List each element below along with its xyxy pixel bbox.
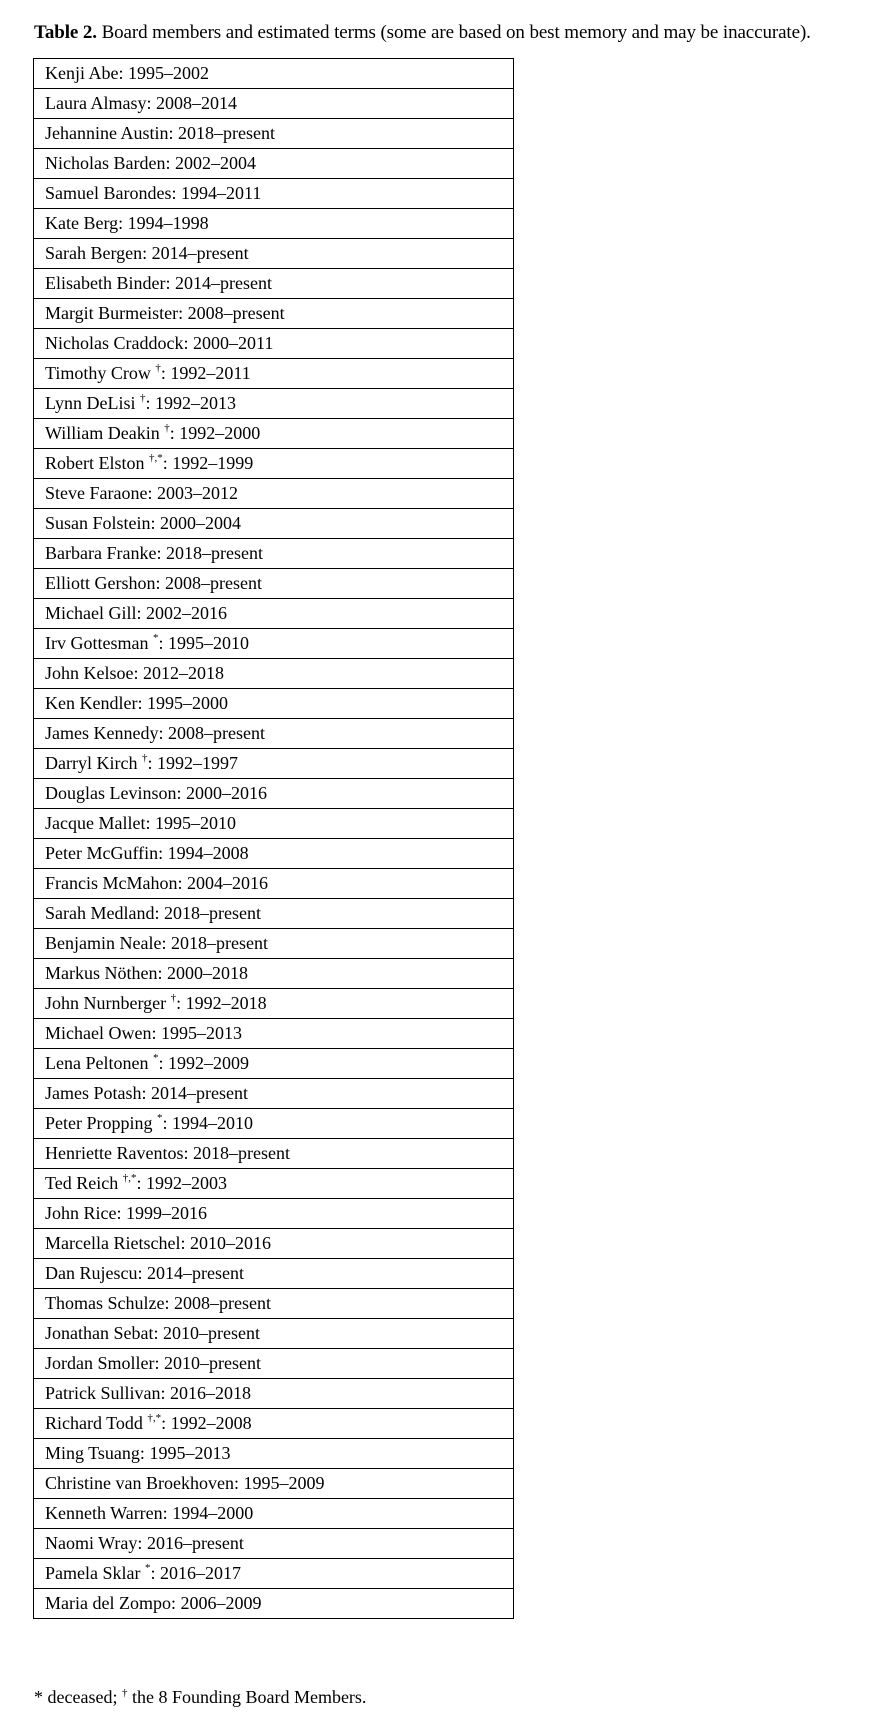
board-members-table	[33, 58, 514, 1619]
member-name: Lena Peltonen	[45, 1053, 149, 1073]
member-term: 2016–present	[146, 1533, 244, 1553]
member-cell: Francis McMahon: 2004–2016	[34, 869, 514, 899]
table-row	[34, 719, 514, 749]
member-cell: Naomi Wray: 2016–present	[34, 1529, 514, 1559]
member-term: 1995–2013	[160, 1023, 242, 1043]
member-term: 1995–2000	[146, 693, 228, 713]
footnote-dagger: †	[121, 1687, 128, 1699]
member-name: John Kelsoe	[45, 663, 134, 683]
member-cell: Sarah Medland: 2018–present	[34, 899, 514, 929]
member-term: 2008–present	[174, 1293, 271, 1313]
table-row	[34, 749, 514, 779]
member-term: 1992–1999	[172, 453, 254, 473]
member-cell: Douglas Levinson: 2000–2016	[34, 779, 514, 809]
member-term: 2018–present	[163, 903, 261, 923]
member-term: 2014–present	[151, 1083, 248, 1103]
member-term: 1995–2009	[243, 1473, 325, 1493]
table-row	[34, 1109, 514, 1139]
member-name: Jordan Smoller	[45, 1353, 155, 1373]
member-cell: Peter McGuffin: 1994–2008	[34, 839, 514, 869]
member-term: 1994–2000	[172, 1503, 254, 1523]
member-mark: †	[141, 752, 148, 764]
member-cell: John Rice: 1999–2016	[34, 1199, 514, 1229]
member-name: Sarah Medland	[45, 903, 155, 923]
member-cell: Elliott Gershon: 2008–present	[34, 569, 514, 599]
table-row	[34, 89, 514, 119]
member-name: Thomas Schulze	[45, 1293, 165, 1313]
table-row	[34, 179, 514, 209]
member-cell: Ted Reich †,*: 1992–2003	[34, 1169, 514, 1199]
table-row	[34, 449, 514, 479]
table-row	[34, 779, 514, 809]
member-name: John Rice	[45, 1203, 117, 1223]
table-row	[34, 1169, 514, 1199]
member-cell: Patrick Sullivan: 2016–2018	[34, 1379, 514, 1409]
member-cell: Lynn DeLisi †: 1992–2013	[34, 389, 514, 419]
table-row	[34, 329, 514, 359]
member-name: Elisabeth Binder	[45, 273, 166, 293]
member-mark: *	[157, 1112, 163, 1124]
member-term: 2016–2017	[160, 1563, 241, 1583]
table-row	[34, 1439, 514, 1469]
table-row	[34, 299, 514, 329]
table-row	[34, 1499, 514, 1529]
member-term: 2012–2018	[143, 663, 225, 683]
table-row	[34, 1349, 514, 1379]
member-term: 1995–2002	[128, 63, 210, 83]
member-term: 2002–2004	[174, 153, 256, 173]
member-cell: Samuel Barondes: 1994–2011	[34, 179, 514, 209]
member-term: 2000–2016	[186, 783, 267, 803]
member-cell: Christine van Broekhoven: 1995–2009	[34, 1469, 514, 1499]
member-cell: Marcella Rietschel: 2010–2016	[34, 1229, 514, 1259]
member-mark: †	[155, 362, 161, 374]
table-row	[34, 659, 514, 689]
table-row	[34, 569, 514, 599]
table-row	[34, 839, 514, 869]
member-mark: †,*	[149, 452, 163, 464]
footnote-founders: the 8 Founding Board Members.	[127, 1687, 367, 1707]
member-name: Peter McGuffin	[45, 843, 159, 863]
member-cell: James Potash: 2014–present	[34, 1079, 514, 1109]
member-cell: John Nurnberger †: 1992–2018	[34, 989, 514, 1019]
member-name: Michael Gill	[45, 603, 137, 623]
member-term: 1992–1997	[156, 753, 238, 773]
member-name: Francis McMahon	[45, 873, 178, 893]
member-term: 1995–2010	[154, 813, 236, 833]
member-term: 2014–present	[147, 1263, 244, 1283]
member-term: 1994–2008	[167, 843, 249, 863]
table-row	[34, 809, 514, 839]
member-name: Kenneth Warren	[45, 1503, 163, 1523]
member-cell: James Kennedy: 2008–present	[34, 719, 514, 749]
member-cell: Margit Burmeister: 2008–present	[34, 299, 514, 329]
member-name: Dan Rujescu	[45, 1263, 138, 1283]
member-cell: Timothy Crow †: 1992–2011	[34, 359, 514, 389]
table-row	[34, 929, 514, 959]
member-name: John Nurnberger	[45, 993, 167, 1013]
table-row	[34, 1289, 514, 1319]
table-row	[34, 1229, 514, 1259]
member-cell: Steve Faraone: 2003–2012	[34, 479, 514, 509]
member-cell: Maria del Zompo: 2006–2009	[34, 1589, 514, 1619]
table-row	[34, 989, 514, 1019]
table-row	[34, 1079, 514, 1109]
member-cell: Barbara Franke: 2018–present	[34, 539, 514, 569]
member-term: 1994–2011	[181, 183, 262, 203]
member-cell: Kate Berg: 1994–1998	[34, 209, 514, 239]
member-name: Marcella Rietschel	[45, 1233, 181, 1253]
member-mark: *	[144, 1562, 151, 1574]
table-row	[34, 209, 514, 239]
member-cell: Darryl Kirch †: 1992–1997	[34, 749, 514, 779]
member-name: Maria del Zompo	[45, 1593, 171, 1613]
member-cell: Kenji Abe: 1995–2002	[34, 59, 514, 89]
member-term: 2018–present	[192, 1143, 290, 1163]
table-row	[34, 1049, 514, 1079]
member-mark: †	[140, 392, 146, 404]
member-term: 1994–2010	[172, 1113, 254, 1133]
table-row	[34, 539, 514, 569]
member-term: 2010–2016	[189, 1233, 271, 1253]
table-row	[34, 1019, 514, 1049]
table-row	[34, 269, 514, 299]
member-term: 1992–2000	[179, 423, 261, 443]
table-row	[34, 1379, 514, 1409]
table-row	[34, 1199, 514, 1229]
member-term: 1999–2016	[126, 1203, 208, 1223]
member-mark: *	[152, 1052, 159, 1064]
member-term: 1992–2013	[155, 393, 237, 413]
table-caption-text: Board members and estimated terms (some are based on best memory and may be inaccurate).	[96, 22, 811, 43]
member-term: 2010–present	[163, 1323, 260, 1343]
member-cell: Henriette Raventos: 2018–present	[34, 1139, 514, 1169]
member-name: Robert Elston	[45, 453, 145, 473]
table-row	[34, 1589, 514, 1619]
member-name: Benjamin Neale	[45, 933, 162, 953]
member-cell: Peter Propping *: 1994–2010	[34, 1109, 514, 1139]
member-name: Pamela Sklar	[45, 1563, 141, 1583]
member-name: Steve Faraone	[45, 483, 148, 503]
member-name: Samuel Barondes	[45, 183, 172, 203]
table-row	[34, 899, 514, 929]
member-cell: Michael Owen: 1995–2013	[34, 1019, 514, 1049]
member-term: 1994–1998	[127, 213, 209, 233]
footnote-deceased: * deceased;	[34, 1687, 122, 1707]
table-row	[34, 1319, 514, 1349]
member-name: Margit Burmeister	[45, 303, 179, 323]
member-cell: Irv Gottesman *: 1995–2010	[34, 629, 514, 659]
member-name: Nicholas Craddock	[45, 333, 184, 353]
member-name: Richard Todd	[45, 1413, 143, 1433]
table-row	[34, 1409, 514, 1439]
member-term: 2006–2009	[180, 1593, 262, 1613]
member-cell: Pamela Sklar *: 2016–2017	[34, 1559, 514, 1589]
table-row	[34, 239, 514, 269]
member-name: William Deakin	[45, 423, 160, 443]
member-term: 1992–2003	[145, 1173, 227, 1193]
table-row	[34, 479, 514, 509]
member-cell: Jehannine Austin: 2018–present	[34, 119, 514, 149]
member-name: Christine van Broekhoven	[45, 1473, 234, 1493]
member-name: Sarah Bergen	[45, 243, 143, 263]
member-term: 2004–2016	[187, 873, 268, 893]
member-cell: Laura Almasy: 2008–2014	[34, 89, 514, 119]
member-name: Henriette Raventos	[45, 1143, 184, 1163]
board-members-table-body	[34, 59, 514, 1619]
member-name: Peter Propping	[45, 1113, 153, 1133]
member-mark: †	[164, 422, 170, 434]
table-row	[34, 689, 514, 719]
member-mark: †,*	[147, 1412, 162, 1424]
member-name: Patrick Sullivan	[45, 1383, 161, 1403]
table-row	[34, 1469, 514, 1499]
member-term: 2008–present	[187, 303, 285, 323]
member-term: 1995–2013	[149, 1443, 231, 1463]
member-cell: Benjamin Neale: 2018–present	[34, 929, 514, 959]
member-name: Naomi Wray	[45, 1533, 138, 1553]
table-caption	[34, 22, 811, 44]
member-term: 2000–2018	[167, 963, 248, 983]
member-term: 1992–2018	[185, 993, 267, 1013]
table-row	[34, 1529, 514, 1559]
member-cell: Ken Kendler: 1995–2000	[34, 689, 514, 719]
member-term: 1992–2009	[167, 1053, 249, 1073]
table-row	[34, 869, 514, 899]
member-term: 2000–2004	[160, 513, 242, 533]
member-name: Darryl Kirch	[45, 753, 138, 773]
member-cell: Ming Tsuang: 1995–2013	[34, 1439, 514, 1469]
table-row	[34, 389, 514, 419]
table-row	[34, 599, 514, 629]
member-name: James Kennedy	[45, 723, 159, 743]
table-row	[34, 629, 514, 659]
member-cell: Kenneth Warren: 1994–2000	[34, 1499, 514, 1529]
member-name: Elliott Gershon	[45, 573, 156, 593]
member-mark: †	[170, 992, 177, 1004]
member-term: 2008–present	[167, 723, 265, 743]
member-cell: Richard Todd †,*: 1992–2008	[34, 1409, 514, 1439]
member-name: Barbara Franke	[45, 543, 157, 563]
member-name: Ming Tsuang	[45, 1443, 140, 1463]
member-term: 2002–2016	[146, 603, 227, 623]
table-row	[34, 419, 514, 449]
member-name: Timothy Crow	[45, 363, 151, 383]
member-cell: William Deakin †: 1992–2000	[34, 419, 514, 449]
member-name: Jacque Mallet	[45, 813, 146, 833]
member-term: 1992–2008	[170, 1413, 252, 1433]
member-name: Douglas Levinson	[45, 783, 177, 803]
member-mark: *	[152, 632, 159, 644]
member-term: 1992–2011	[170, 363, 251, 383]
member-cell: Nicholas Craddock: 2000–2011	[34, 329, 514, 359]
member-cell: Thomas Schulze: 2008–present	[34, 1289, 514, 1319]
member-name: Markus Nöthen	[45, 963, 158, 983]
member-term: 2014–present	[175, 273, 272, 293]
member-term: 2008–2014	[156, 93, 237, 113]
member-name: Ken Kendler	[45, 693, 138, 713]
member-term: 2018–present	[178, 123, 275, 143]
member-term: 2018–present	[165, 543, 263, 563]
table-row	[34, 359, 514, 389]
member-name: James Potash	[45, 1083, 142, 1103]
member-term: 2003–2012	[156, 483, 238, 503]
table-row	[34, 509, 514, 539]
member-term: 2010–present	[164, 1353, 261, 1373]
member-term: 2000–2011	[192, 333, 274, 353]
member-cell: Robert Elston †,*: 1992–1999	[34, 449, 514, 479]
member-cell: Markus Nöthen: 2000–2018	[34, 959, 514, 989]
member-term: 2014–present	[151, 243, 249, 263]
member-name: Susan Folstein	[45, 513, 151, 533]
member-term: 1995–2010	[168, 633, 249, 653]
member-term: 2016–2018	[170, 1383, 252, 1403]
member-cell: Dan Rujescu: 2014–present	[34, 1259, 514, 1289]
member-cell: Jonathan Sebat: 2010–present	[34, 1319, 514, 1349]
member-cell: Susan Folstein: 2000–2004	[34, 509, 514, 539]
table-row	[34, 1259, 514, 1289]
member-name: Lynn DeLisi	[45, 393, 136, 413]
member-cell: Jordan Smoller: 2010–present	[34, 1349, 514, 1379]
table-label: Table 2.	[34, 22, 97, 43]
table-row	[34, 1139, 514, 1169]
member-name: Michael Owen	[45, 1023, 152, 1043]
table-row	[34, 1559, 514, 1589]
member-name: Kenji Abe	[45, 63, 119, 83]
table-row	[34, 149, 514, 179]
member-cell: Sarah Bergen: 2014–present	[34, 239, 514, 269]
member-cell: Elisabeth Binder: 2014–present	[34, 269, 514, 299]
member-cell: Jacque Mallet: 1995–2010	[34, 809, 514, 839]
table-row	[34, 959, 514, 989]
table-row	[34, 119, 514, 149]
member-cell: Lena Peltonen *: 1992–2009	[34, 1049, 514, 1079]
member-mark: †,*	[122, 1172, 137, 1184]
member-name: Jehannine Austin	[45, 123, 169, 143]
member-term: 2008–present	[165, 573, 262, 593]
table-footnote	[34, 1687, 366, 1708]
member-name: Ted Reich	[45, 1173, 119, 1193]
member-name: Laura Almasy	[45, 93, 147, 113]
table-row	[34, 59, 514, 89]
member-cell: John Kelsoe: 2012–2018	[34, 659, 514, 689]
member-cell: Nicholas Barden: 2002–2004	[34, 149, 514, 179]
member-name: Nicholas Barden	[45, 153, 166, 173]
member-name: Kate Berg	[45, 213, 119, 233]
member-cell: Michael Gill: 2002–2016	[34, 599, 514, 629]
member-name: Irv Gottesman	[45, 633, 149, 653]
member-name: Jonathan Sebat	[45, 1323, 154, 1343]
member-term: 2018–present	[170, 933, 268, 953]
